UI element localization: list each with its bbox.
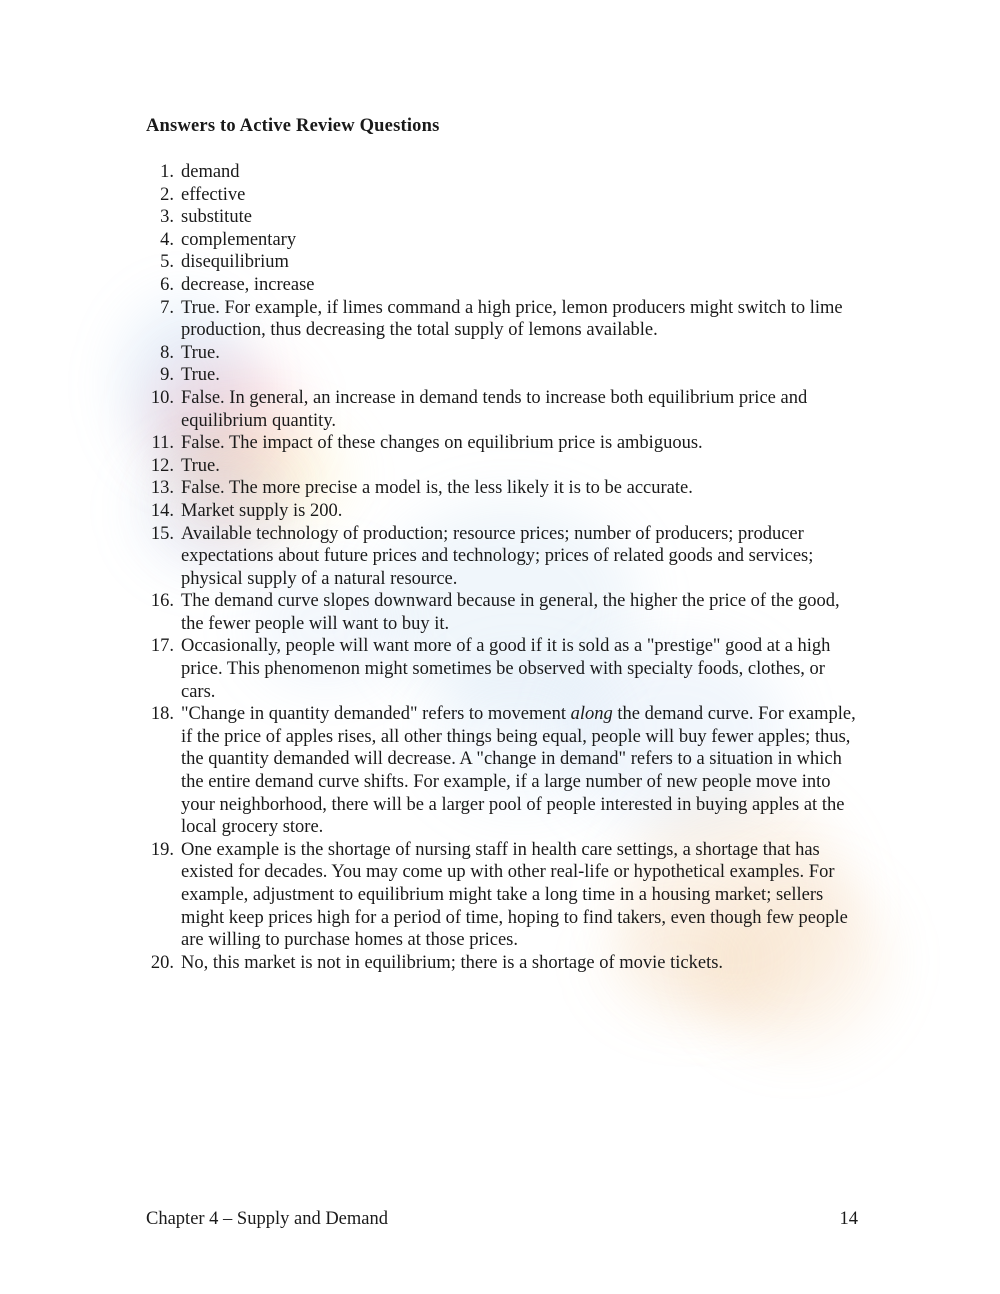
list-item-text: True. For example, if limes command a high price, lemon producers might switch to lime production, thus decreasing the total supply of lemons available. xyxy=(181,297,843,341)
list-item-text: The demand curve slopes downward because in general, the higher the price of the good, the fewer people will want to buy it. xyxy=(181,591,840,634)
list-item xyxy=(146,839,858,952)
list-item-number: 20. xyxy=(150,952,174,973)
list-item-number: 17. xyxy=(150,636,174,657)
list-item-number: 3. xyxy=(160,207,174,228)
list-item-text: False. In general, an increase in demand tends to increase both equilibrium price and equilibrium quantity. xyxy=(181,387,808,431)
list-item-number: 12. xyxy=(150,455,174,476)
list-item-number: 9. xyxy=(160,365,174,386)
list-item-number: 14. xyxy=(150,500,174,521)
list-item xyxy=(146,952,858,975)
list-item-text: "Change in quantity demanded" refers to movement along the demand curve. For example, if the price of apples rises, all other things being equal, people will buy fewer apples; thus, the quantity demanded will decrease. A "change in demand" refers to a situation in which the entire demand curve shifts. For example, if a large number of new people move into your neighborhood, there will be a larger pool of people interested in buying apples at the local grocery store. xyxy=(181,704,856,838)
list-item-text: complementary xyxy=(181,229,297,250)
list-item-text: True. xyxy=(181,455,220,476)
list-item-number: 19. xyxy=(150,839,174,860)
list-item xyxy=(146,703,858,839)
emphasised-word: along xyxy=(570,704,613,725)
list-item xyxy=(146,274,858,297)
list-item-number: 15. xyxy=(150,523,174,544)
list-item-number: 13. xyxy=(150,478,174,499)
list-item-text: False. The more precise a model is, the less likely it is to be accurate. xyxy=(181,478,693,499)
list-item xyxy=(146,229,858,252)
list-item xyxy=(146,477,858,500)
list-item xyxy=(146,635,858,703)
list-item xyxy=(146,206,858,229)
list-item-number: 18. xyxy=(150,704,174,725)
list-item xyxy=(146,523,858,591)
list-item-text: No, this market is not in equilibrium; there is a shortage of movie tickets. xyxy=(181,952,724,973)
list-item-number: 6. xyxy=(160,274,174,295)
list-item xyxy=(146,342,858,365)
footer-page-number: 14 xyxy=(839,1209,858,1229)
list-item-text: Market supply is 200. xyxy=(181,500,343,521)
list-item-text: Available technology of production; resource prices; number of producers; producer expectations about future prices and technology; prices of related goods and services; physical supply of a natural resource. xyxy=(181,523,814,589)
list-item-number: 5. xyxy=(160,252,174,273)
list-item-text: decrease, increase xyxy=(181,274,315,295)
list-item xyxy=(146,251,858,274)
list-item-number: 7. xyxy=(160,297,174,318)
list-item-number: 2. xyxy=(160,184,174,205)
list-item xyxy=(146,161,858,184)
list-item-number: 11. xyxy=(151,433,174,454)
list-item xyxy=(146,387,858,432)
list-item-number: 16. xyxy=(150,591,174,612)
list-item-text: One example is the shortage of nursing staff in health care settings, a shortage that has existed for decades. You may come up with other real-life or hypothetical examples. For example, adjustment to equilibrium might take a long time in a housing market; sellers might keep prices high for a period of time, hoping to find takers, even though few people are willing to purchase homes at those prices. xyxy=(181,839,848,951)
list-item xyxy=(146,432,858,455)
list-item-text: False. The impact of these changes on equilibrium price is ambiguous. xyxy=(181,433,703,454)
list-item-number: 10. xyxy=(150,387,174,408)
list-item-text: demand xyxy=(181,162,240,182)
list-item xyxy=(146,184,858,207)
list-item-text: substitute xyxy=(181,207,252,228)
list-item-number: 8. xyxy=(160,342,174,363)
list-item-text: disequilibrium xyxy=(181,252,289,273)
page-title: Answers to Active Review Questions xyxy=(146,116,440,136)
list-item xyxy=(146,455,858,478)
list-item xyxy=(146,500,858,523)
list-item-number: 4. xyxy=(160,229,174,250)
footer-chapter-label: Chapter 4 – Supply and Demand xyxy=(146,1209,388,1229)
list-item xyxy=(146,297,858,342)
list-item-text: effective xyxy=(181,184,246,205)
list-item-text: True. xyxy=(181,342,220,363)
list-item-text: True. xyxy=(181,365,220,386)
list-item-text: Occasionally, people will want more of a good if it is sold as a "prestige" good at a high price. This phenomenon might sometimes be observed with specialty foods, clothes, or cars. xyxy=(181,636,831,702)
list-item-number: 1. xyxy=(160,162,174,182)
list-item xyxy=(146,590,858,635)
answers-list xyxy=(146,161,858,974)
list-item xyxy=(146,364,858,387)
page-footer xyxy=(146,1208,858,1230)
